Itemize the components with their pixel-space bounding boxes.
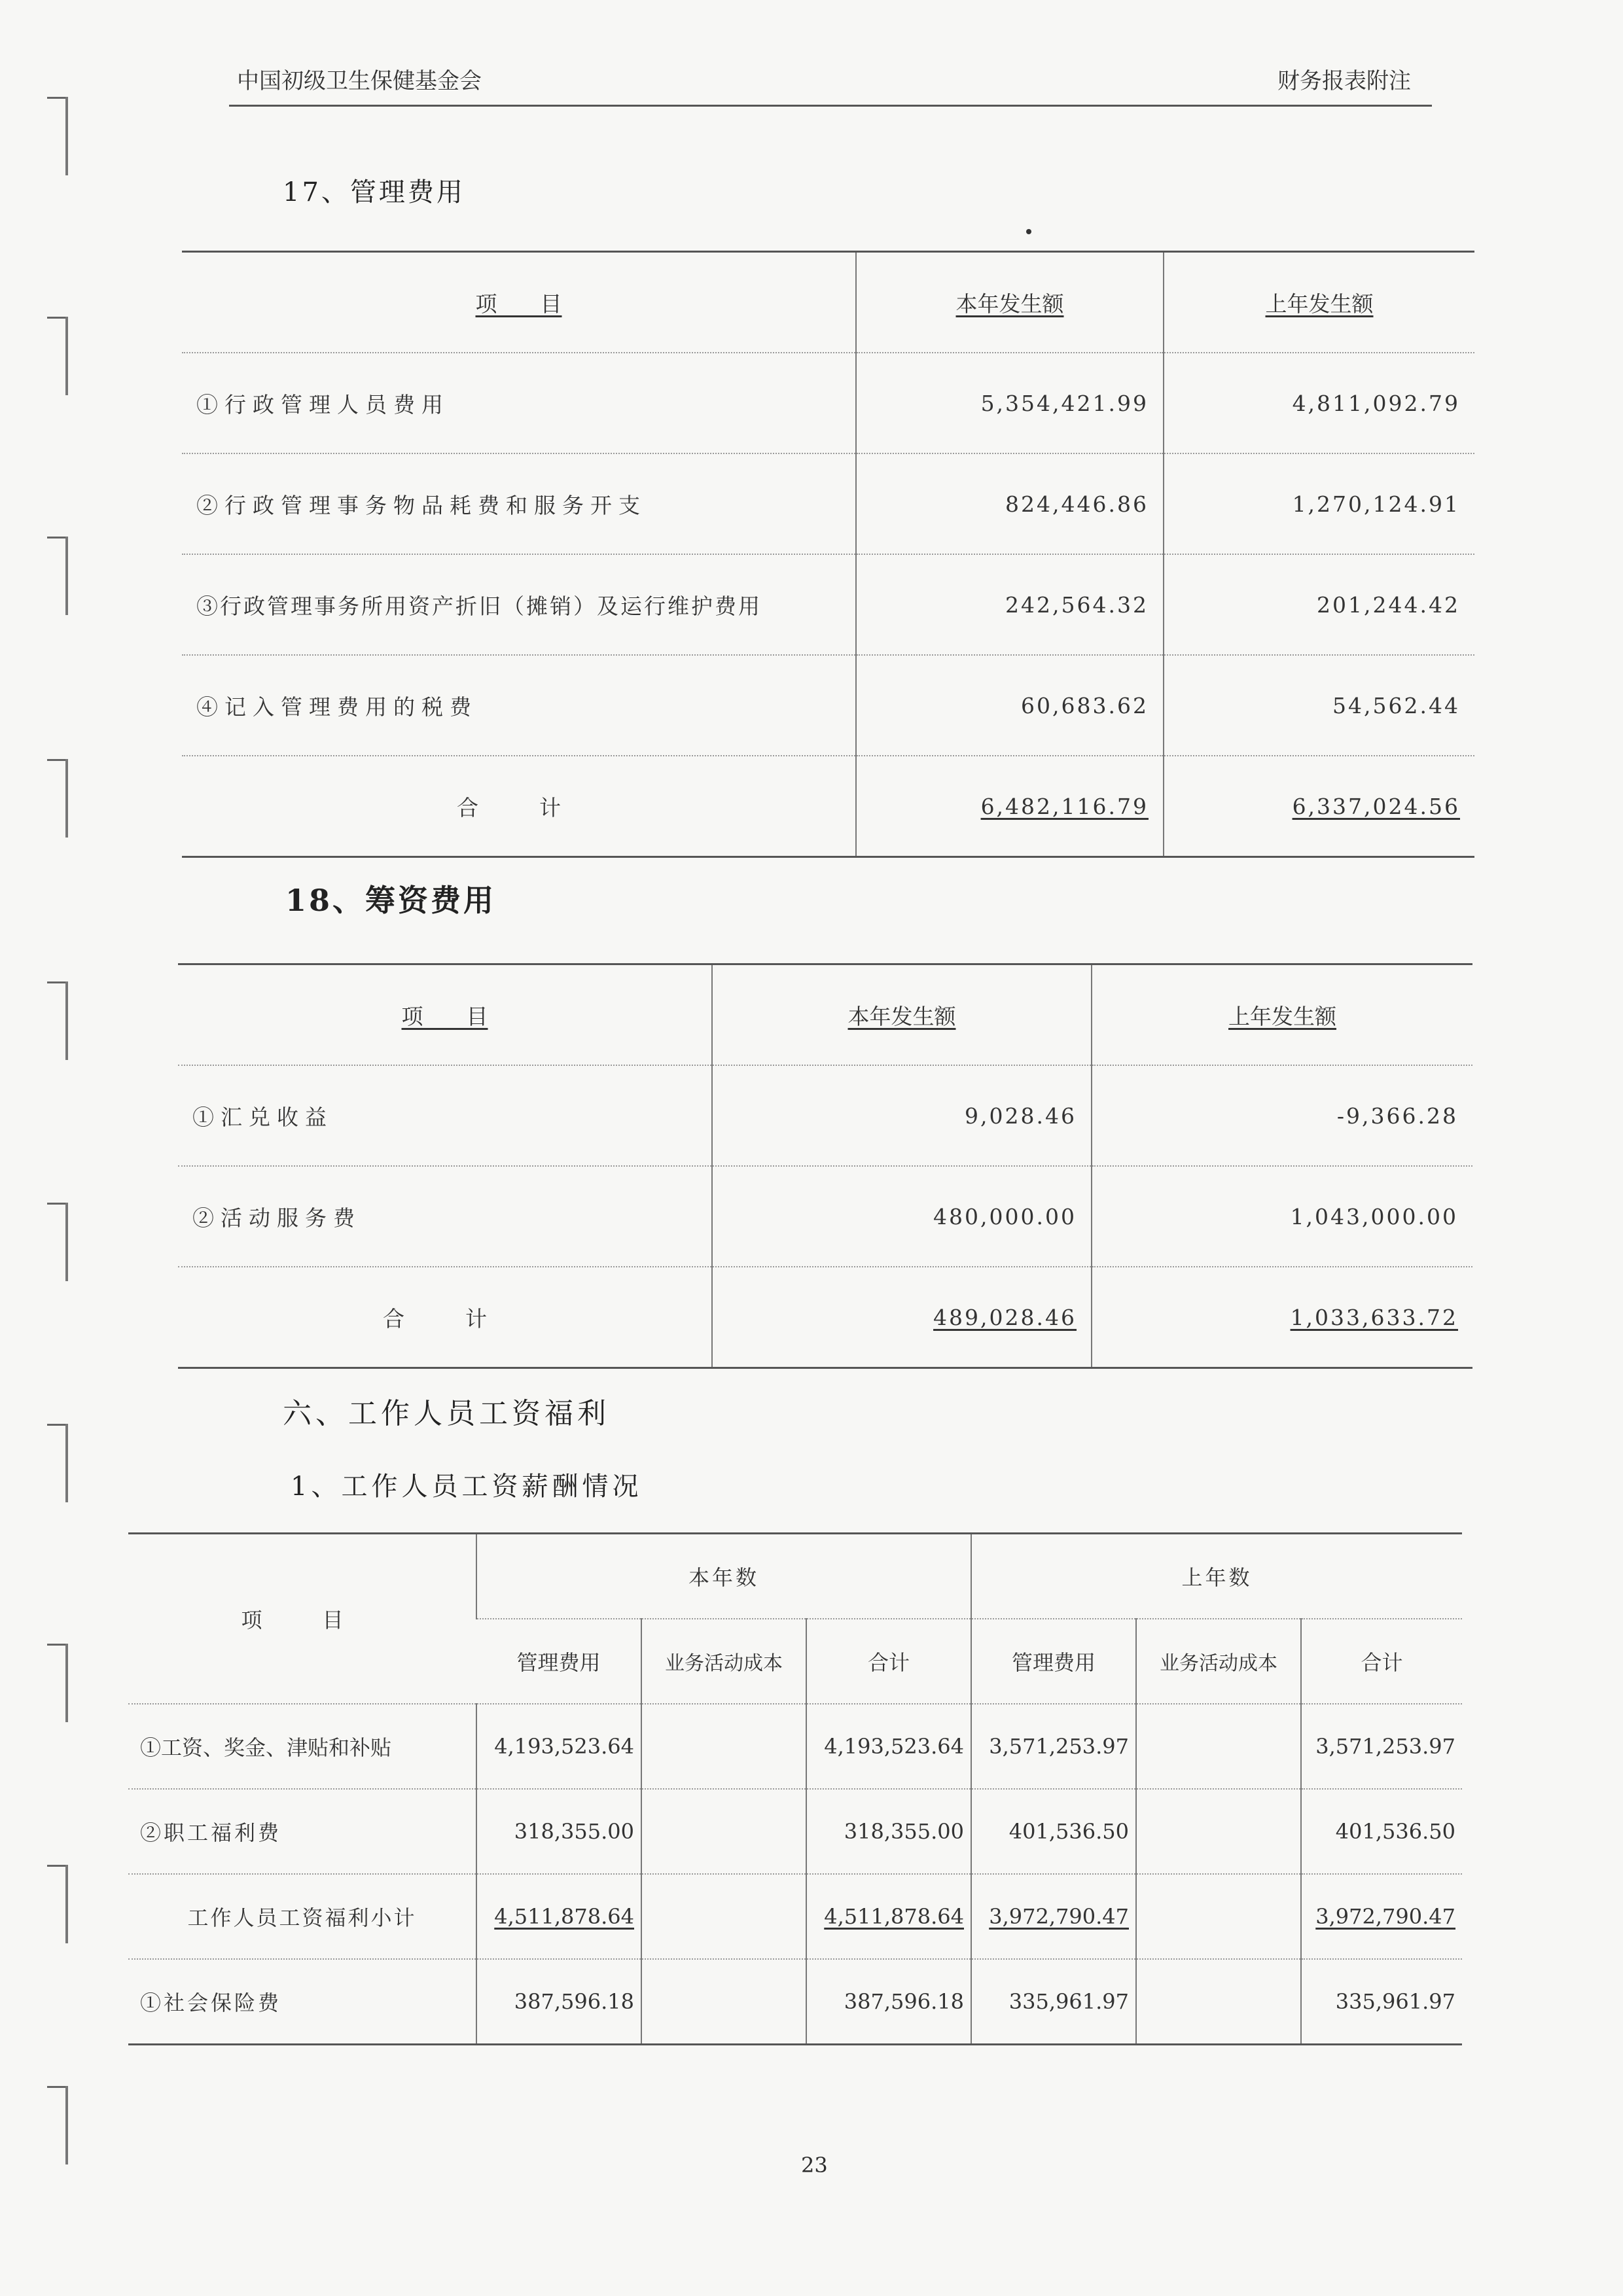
total-label: 合 计 xyxy=(457,794,580,821)
total-current: 489,028.46 xyxy=(712,1267,1092,1368)
row-prev-sum: 3,972,790.47 xyxy=(1301,1874,1462,1959)
binder-mark xyxy=(47,317,71,395)
row-current: 242,564.32 xyxy=(856,554,1164,655)
table-header-row xyxy=(178,964,1472,1066)
row-previous: 1,043,000.00 xyxy=(1092,1166,1472,1267)
row-prev-business xyxy=(1136,1789,1301,1874)
binder-mark xyxy=(47,97,71,175)
header-cur-sum: 合计 xyxy=(806,1619,971,1704)
header-item: 项 目 xyxy=(128,1534,476,1704)
binder-mark xyxy=(47,537,71,615)
table-row xyxy=(182,554,1474,655)
header-prev-sum: 合计 xyxy=(1301,1619,1462,1704)
row-prev-business xyxy=(1136,1704,1301,1789)
row-cur-admin: 387,596.18 xyxy=(476,1959,641,2045)
header-section: 财务报表附注 xyxy=(1277,68,1411,94)
binder-mark xyxy=(47,1865,71,1943)
header-organization: 中国初级卫生保健基金会 xyxy=(237,68,482,94)
header-rule xyxy=(229,105,1432,107)
row-previous: 4,811,092.79 xyxy=(1164,353,1474,453)
row-cur-sum: 4,193,523.64 xyxy=(806,1704,971,1789)
row-item: ①行政管理人员费用 xyxy=(182,353,856,453)
header-cur-admin: 管理费用 xyxy=(476,1619,641,1704)
row-cur-sum: 318,355.00 xyxy=(806,1789,971,1874)
total-current: 6,482,116.79 xyxy=(856,756,1164,857)
header-prev-business: 业务活动成本 xyxy=(1136,1619,1301,1704)
table-header-row xyxy=(182,252,1474,353)
stray-dot xyxy=(1026,229,1031,234)
row-cur-admin: 318,355.00 xyxy=(476,1789,641,1874)
table-row xyxy=(128,1704,1462,1789)
header-prev-admin: 管理费用 xyxy=(971,1619,1136,1704)
header-previous-year: 上年数 xyxy=(971,1534,1462,1619)
row-current: 9,028.46 xyxy=(712,1065,1092,1166)
binder-mark xyxy=(47,981,71,1060)
row-item: ②职工福利费 xyxy=(128,1789,476,1874)
section-6-subtitle: 1、工作人员工资薪酬情况 xyxy=(291,1472,643,1502)
row-previous: 1,270,124.91 xyxy=(1164,453,1474,554)
row-cur-business xyxy=(641,1874,806,1959)
binder-mark xyxy=(47,1644,71,1722)
table-row xyxy=(182,353,1474,453)
total-label: 合 计 xyxy=(383,1305,507,1332)
row-prev-admin: 3,571,253.97 xyxy=(971,1704,1136,1789)
row-prev-sum: 335,961.97 xyxy=(1301,1959,1462,2045)
table-row xyxy=(182,453,1474,554)
row-item: ①汇兑收益 xyxy=(178,1065,712,1166)
row-cur-admin: 4,511,878.64 xyxy=(476,1874,641,1959)
row-cur-business xyxy=(641,1789,806,1874)
binder-mark xyxy=(47,2086,71,2164)
table-row xyxy=(128,1789,1462,1874)
row-prev-business xyxy=(1136,1959,1301,2045)
header-previous: 上年发生额 xyxy=(1092,964,1472,1066)
row-current: 824,446.86 xyxy=(856,453,1164,554)
binder-mark xyxy=(47,1203,71,1281)
total-previous: 6,337,024.56 xyxy=(1164,756,1474,857)
row-previous: -9,366.28 xyxy=(1092,1065,1472,1166)
row-prev-admin: 401,536.50 xyxy=(971,1789,1136,1874)
row-current: 480,000.00 xyxy=(712,1166,1092,1267)
header-current: 本年发生额 xyxy=(712,964,1092,1066)
row-item: ①工资、奖金、津贴和补贴 xyxy=(128,1704,476,1789)
row-previous: 201,244.42 xyxy=(1164,554,1474,655)
table-subtotal-row xyxy=(128,1874,1462,1959)
row-item: ④记入管理费用的税费 xyxy=(182,655,856,756)
header-current: 本年发生额 xyxy=(856,252,1164,353)
row-prev-business xyxy=(1136,1874,1301,1959)
header-item: 项 目 xyxy=(182,252,856,353)
row-prev-admin: 3,972,790.47 xyxy=(971,1874,1136,1959)
row-item: ②活动服务费 xyxy=(178,1166,712,1267)
table-total-row xyxy=(182,756,1474,857)
row-prev-sum: 3,571,253.97 xyxy=(1301,1704,1462,1789)
section-18-title: 18、筹资费用 xyxy=(285,883,497,918)
header-cur-business: 业务活动成本 xyxy=(641,1619,806,1704)
row-previous: 54,562.44 xyxy=(1164,655,1474,756)
header-previous: 上年发生额 xyxy=(1164,252,1474,353)
header-item: 项 目 xyxy=(178,964,712,1066)
row-current: 60,683.62 xyxy=(856,655,1164,756)
row-item: ③行政管理事务所用资产折旧（摊销）及运行维护费用 xyxy=(182,554,856,655)
section-17-title: 17、管理费用 xyxy=(283,177,465,207)
table-row xyxy=(178,1166,1472,1267)
row-cur-sum: 387,596.18 xyxy=(806,1959,971,2045)
row-item: 工作人员工资福利小计 xyxy=(128,1874,476,1959)
total-previous: 1,033,633.72 xyxy=(1092,1267,1472,1368)
binder-mark xyxy=(47,1424,71,1502)
page-number: 23 xyxy=(801,2153,828,2178)
row-item: ②行政管理事务物品耗费和服务开支 xyxy=(182,453,856,554)
table-total-row xyxy=(178,1267,1472,1368)
table-header-row xyxy=(128,1534,1462,1619)
table-row xyxy=(182,655,1474,756)
table-row xyxy=(178,1065,1472,1166)
row-cur-business xyxy=(641,1959,806,2045)
header-current-year: 本年数 xyxy=(476,1534,971,1619)
row-cur-sum: 4,511,878.64 xyxy=(806,1874,971,1959)
row-cur-admin: 4,193,523.64 xyxy=(476,1704,641,1789)
row-item: ①社会保险费 xyxy=(140,1990,282,2015)
table-row xyxy=(128,1959,1462,2045)
binder-mark xyxy=(47,759,71,838)
management-expense-table xyxy=(182,251,1474,858)
row-prev-admin: 335,961.97 xyxy=(971,1959,1136,2045)
row-prev-sum: 401,536.50 xyxy=(1301,1789,1462,1874)
salary-table xyxy=(128,1532,1462,2045)
section-6-title: 六、工作人员工资福利 xyxy=(283,1397,610,1430)
row-cur-business xyxy=(641,1704,806,1789)
financing-expense-table xyxy=(178,963,1472,1369)
row-current: 5,354,421.99 xyxy=(856,353,1164,453)
